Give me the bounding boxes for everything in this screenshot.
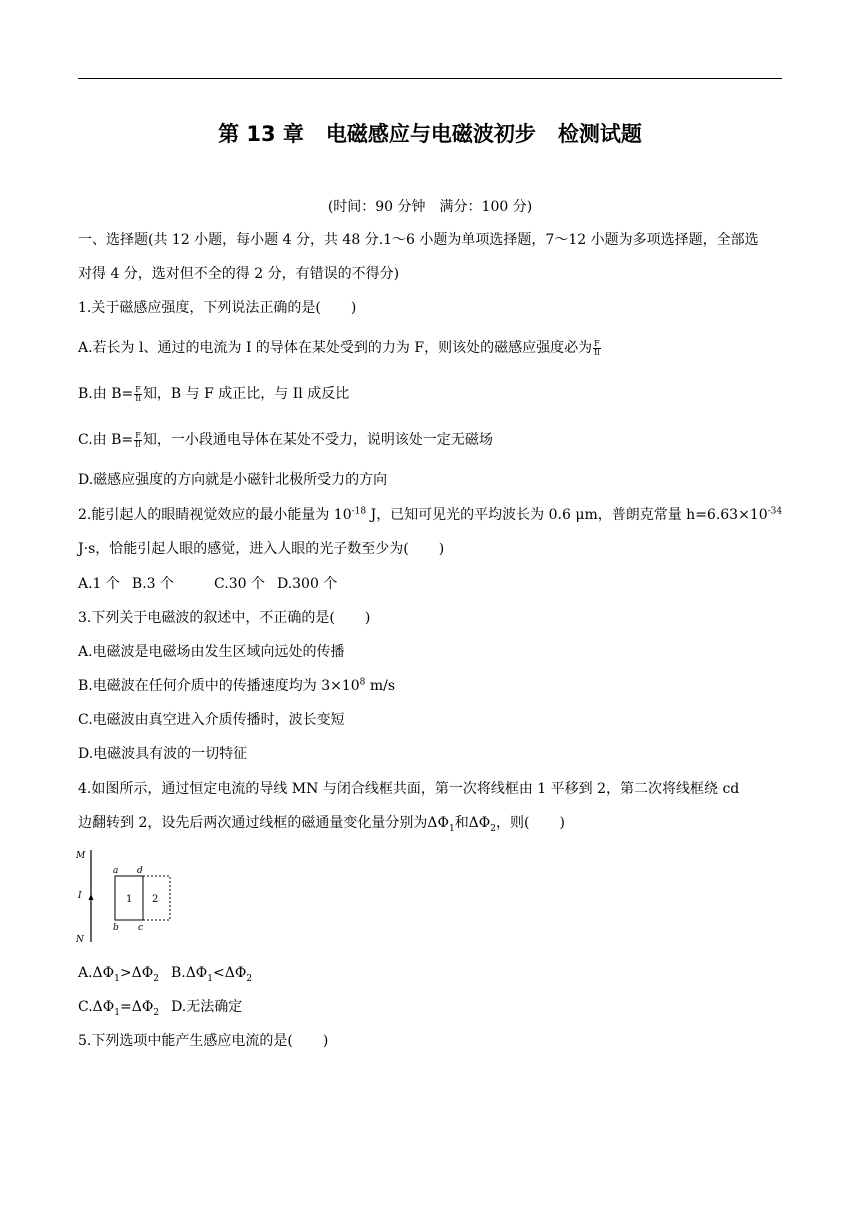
label-d: d [137,866,143,876]
q2-stem-line1: 2.能引起人的眼睛视觉效应的最小能量为 $10^{-18}$ J，已知可见光的平均波长为 0.6 μm，普朗克常量 $h=6.63\times 10^{-34}$ [78,506,783,523]
header-rule [78,78,782,79]
q1-stem: 1.关于磁感应强度，下列说法正确的是( ) [78,300,357,316]
label-b: b [113,923,119,933]
page-title: 第 13 章 电磁感应与电磁波初步 检测试题 [218,122,642,146]
q2-stem-line2: J·s，恰能引起人眼的感觉，进入人眼的光子数至少为( ) [78,541,445,557]
q3-stem: 3.下列关于电磁波的叙述中，不正确的是( ) [78,610,371,626]
q4-options-ab: $A.\Delta\Phi_1>\Delta\Phi_2$ $B.\Delta\Phi_1<\Delta\Phi_2$ [78,965,253,984]
current-arrow-icon [89,894,94,900]
q1-option-c: C.由 B= $\frac{F}{Il}$ 知，一小段通电导体在某处不受力，说明该处一定无磁场 [78,430,493,449]
q3-option-d: D.电磁波具有波的一切特征 [78,746,248,762]
q1-option-b: B.由 B= $\frac{F}{Il}$ 知，B 与 F 成正比，与 Il 成反比 [78,384,350,403]
q2-options: A.1 个 B.3 个 C.30 个 D.300 个 [78,576,338,592]
label-i: I [78,891,82,901]
fraction-f-over-il: $\frac{F}{Il}$ [135,430,141,449]
q4-figure-wire-and-loop [70,846,180,946]
label-region-1: 1 [126,894,133,905]
q5-stem: 5.下列选项中能产生感应电流的是( ) [78,1033,329,1049]
q3-option-b: B.电磁波在任何介质中的传播速度均为 $3\times 10^8$ m/s [78,677,396,694]
q4-options-cd: $C.\Delta\Phi_1=\Delta\Phi_2$ D.无法确定 [78,999,243,1018]
section-intro-line2: 对得 4 分，选对但不全的得 2 分，有错误的不得分) [78,266,400,282]
q4-stem-line1: 4.如图所示，通过恒定电流的导线 MN 与闭合线框共面，第一次将线框由 1 平移到 2，第二次将线框绕 cd [78,781,740,797]
q3-option-c: C.电磁波由真空进入介质传播时，波长变短 [78,712,345,728]
label-n: N [76,935,84,945]
q4-stem-line2: 边翻转到 2，设先后两次通过线框的磁通量变化量分别为$\Delta\Phi_1$和$\Delta\Phi_2$，则( ) [78,815,565,834]
label-region-2: 2 [152,894,159,905]
label-a: a [113,866,119,876]
q1-option-a: A.若长为 l、通过的电流为 I 的导体在某处受到的力为 F，则该处的磁感应强度必为 $\frac{F}{Il}$ [78,338,600,357]
label-c: c [138,923,144,933]
q1-option-d: D.磁感应强度的方向就是小磁针北极所受力的方向 [78,472,388,488]
q3-option-a: A.电磁波是电磁场由发生区域向远处的传播 [78,644,345,660]
fraction-f-over-il: $\frac{F}{Il}$ [594,338,600,357]
section-intro-line1: 一、选择题(共 12 小题，每小题 4 分，共 48 分.1～6 小题为单项选择题，7～12 小题为多项选择题，全部选 [78,232,759,248]
fraction-f-over-il: $\frac{F}{Il}$ [135,384,141,403]
exam-info: (时间：90 分钟 满分：100 分) [327,199,533,215]
label-m: M [76,851,86,861]
